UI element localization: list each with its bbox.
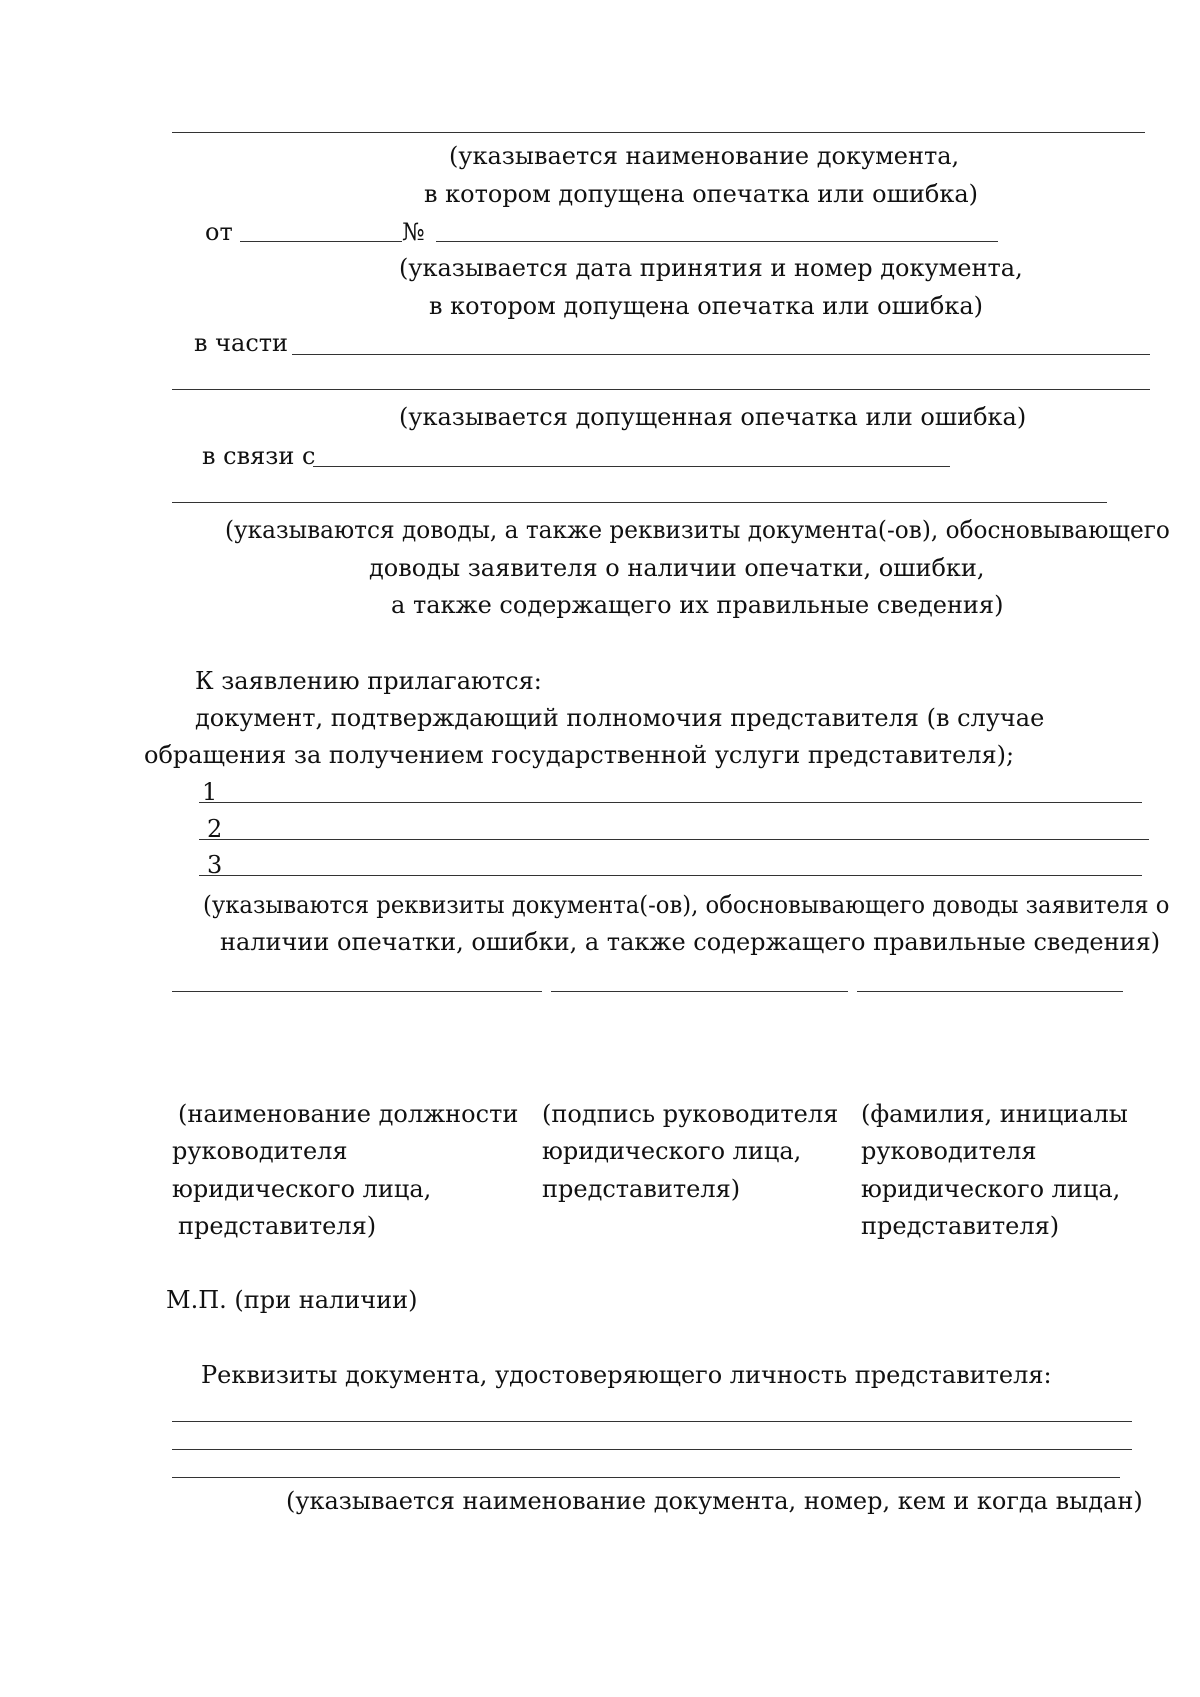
- hint-items-1: (указываются реквизиты документа(-ов), обосновывающего доводы заявителя о: [203, 891, 1170, 919]
- attachment-para-1: документ, подтверждающий полномочия представителя (в случае: [195, 704, 1045, 732]
- hint-document-name-2: в котором допущена опечатка или ошибка): [424, 180, 979, 208]
- hint-items-2: наличии опечатки, ошибки, а также содержащего правильные сведения): [220, 928, 1161, 956]
- attachment-item-3: 3: [207, 851, 223, 879]
- attachment-line-3: [199, 875, 1142, 876]
- sig-col3-line-2: руководителя: [861, 1137, 1037, 1165]
- number-line: [436, 241, 998, 242]
- document-name-line: [172, 132, 1145, 133]
- rep-doc-line-2: [172, 1449, 1132, 1450]
- label-in-part: в части: [194, 329, 289, 357]
- sig-col2-line-1: (подпись руководителя: [542, 1100, 839, 1128]
- sig-col1-line-4: представителя): [178, 1212, 377, 1240]
- hint-date-2: в котором допущена опечатка или ошибка): [429, 292, 984, 320]
- sig-col3-line-4: представителя): [861, 1212, 1060, 1240]
- date-line: [240, 241, 402, 242]
- sig-col1-line-2: руководителя: [172, 1137, 348, 1165]
- in-part-line: [292, 354, 1150, 355]
- signature-line-position: [172, 991, 542, 992]
- attachment-item-1: 1: [202, 778, 218, 806]
- hint-document-name-1: (указывается наименование документа,: [449, 142, 960, 170]
- hint-rep-doc: (указывается наименование документа, номер, кем и когда выдан): [286, 1487, 1143, 1515]
- label-due-to: в связи с: [202, 442, 316, 470]
- signature-line-name: [857, 991, 1123, 992]
- attachments-title: К заявлению прилагаются:: [195, 667, 542, 695]
- due-to-line-2: [172, 502, 1107, 503]
- hint-reasons-2: доводы заявителя о наличии опечатки, ошибки,: [369, 554, 985, 582]
- attachment-para-2: обращения за получением государственной услуги представителя);: [144, 741, 1015, 769]
- hint-date-1: (указывается дата принятия и номер документа,: [399, 254, 1023, 282]
- attachment-item-2: 2: [207, 815, 223, 843]
- hint-reasons-3: а также содержащего их правильные сведения): [391, 591, 1004, 619]
- label-from: от: [205, 218, 233, 246]
- sig-col3-line-3: юридического лица,: [861, 1175, 1121, 1203]
- label-number: №: [402, 218, 425, 246]
- rep-doc-line-1: [172, 1421, 1132, 1422]
- attachment-line-1: [199, 802, 1142, 803]
- sig-col2-line-3: представителя): [542, 1175, 741, 1203]
- sig-col1-line-3: юридического лица,: [172, 1175, 432, 1203]
- stamp-label: М.П. (при наличии): [166, 1286, 418, 1314]
- hint-error: (указывается допущенная опечатка или ошибка): [399, 403, 1027, 431]
- rep-doc-title: Реквизиты документа, удостоверяющего личность представителя:: [201, 1361, 1052, 1389]
- sig-col3-line-1: (фамилия, инициалы: [861, 1100, 1128, 1128]
- attachment-line-2: [199, 839, 1149, 840]
- rep-doc-line-3: [172, 1477, 1120, 1478]
- due-to-line: [313, 466, 950, 467]
- signature-line-sign: [551, 991, 848, 992]
- in-part-line-2: [172, 389, 1150, 390]
- sig-col2-line-2: юридического лица,: [542, 1137, 802, 1165]
- hint-reasons-1: (указываются доводы, а также реквизиты документа(-ов), обосновывающего: [225, 516, 1170, 544]
- sig-col1-line-1: (наименование должности: [178, 1100, 519, 1128]
